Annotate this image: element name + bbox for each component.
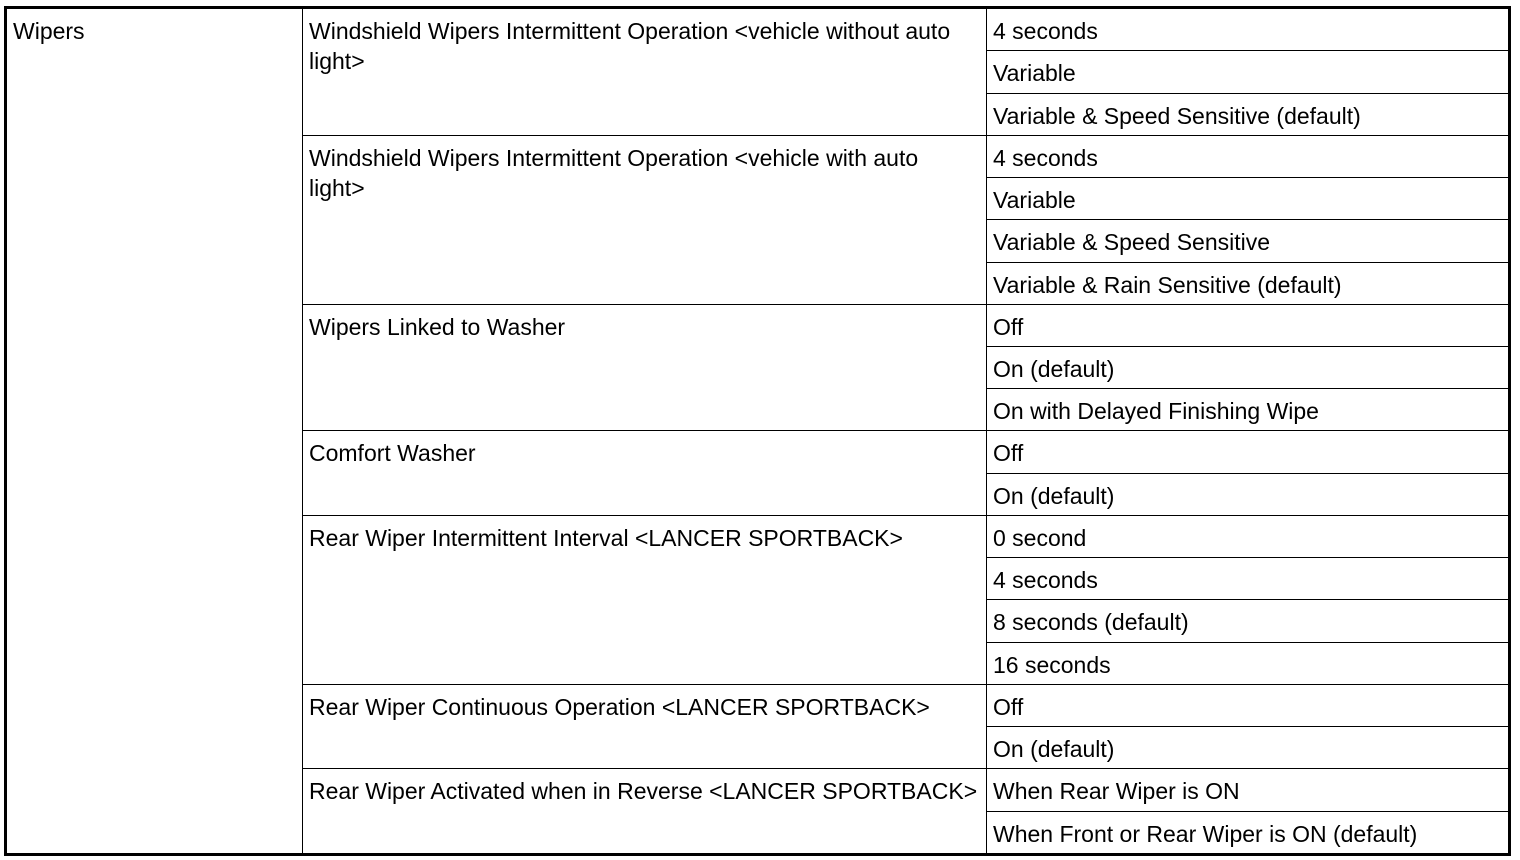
option-cell: Variable (987, 51, 1510, 93)
function-cell: Wipers Linked to Washer (303, 304, 987, 431)
option-cell: When Rear Wiper is ON (987, 769, 1510, 811)
option-cell: When Front or Rear Wiper is ON (default) (987, 811, 1510, 854)
function-cell: Rear Wiper Intermittent Interval <LANCER SPORTBACK> (303, 515, 987, 684)
function-cell: Windshield Wipers Intermittent Operation <vehicle with auto light> (303, 135, 987, 304)
function-cell: Rear Wiper Activated when in Reverse <LANCER SPORTBACK> (303, 769, 987, 855)
option-cell: Off (987, 684, 1510, 726)
option-cell: On (default) (987, 727, 1510, 769)
option-cell: Off (987, 431, 1510, 473)
wiper-settings-table (4, 6, 1511, 856)
table-row (6, 8, 1510, 51)
option-cell: 4 seconds (987, 8, 1510, 51)
option-cell: On with Delayed Finishing Wipe (987, 389, 1510, 431)
function-cell: Comfort Washer (303, 431, 987, 515)
option-cell: 4 seconds (987, 135, 1510, 177)
option-cell: 0 second (987, 515, 1510, 557)
option-cell: 8 seconds (default) (987, 600, 1510, 642)
option-cell: Variable & Speed Sensitive (987, 220, 1510, 262)
function-cell: Windshield Wipers Intermittent Operation <vehicle without auto light> (303, 8, 987, 136)
option-cell: Off (987, 304, 1510, 346)
option-cell: Variable & Rain Sensitive (default) (987, 262, 1510, 304)
option-cell: 16 seconds (987, 642, 1510, 684)
function-cell: Rear Wiper Continuous Operation <LANCER SPORTBACK> (303, 684, 987, 768)
option-cell: Variable (987, 178, 1510, 220)
category-cell: Wipers (6, 8, 303, 855)
option-cell: On (default) (987, 473, 1510, 515)
option-cell: On (default) (987, 346, 1510, 388)
option-cell: 4 seconds (987, 558, 1510, 600)
table-body (6, 8, 1510, 855)
option-cell: Variable & Speed Sensitive (default) (987, 93, 1510, 135)
